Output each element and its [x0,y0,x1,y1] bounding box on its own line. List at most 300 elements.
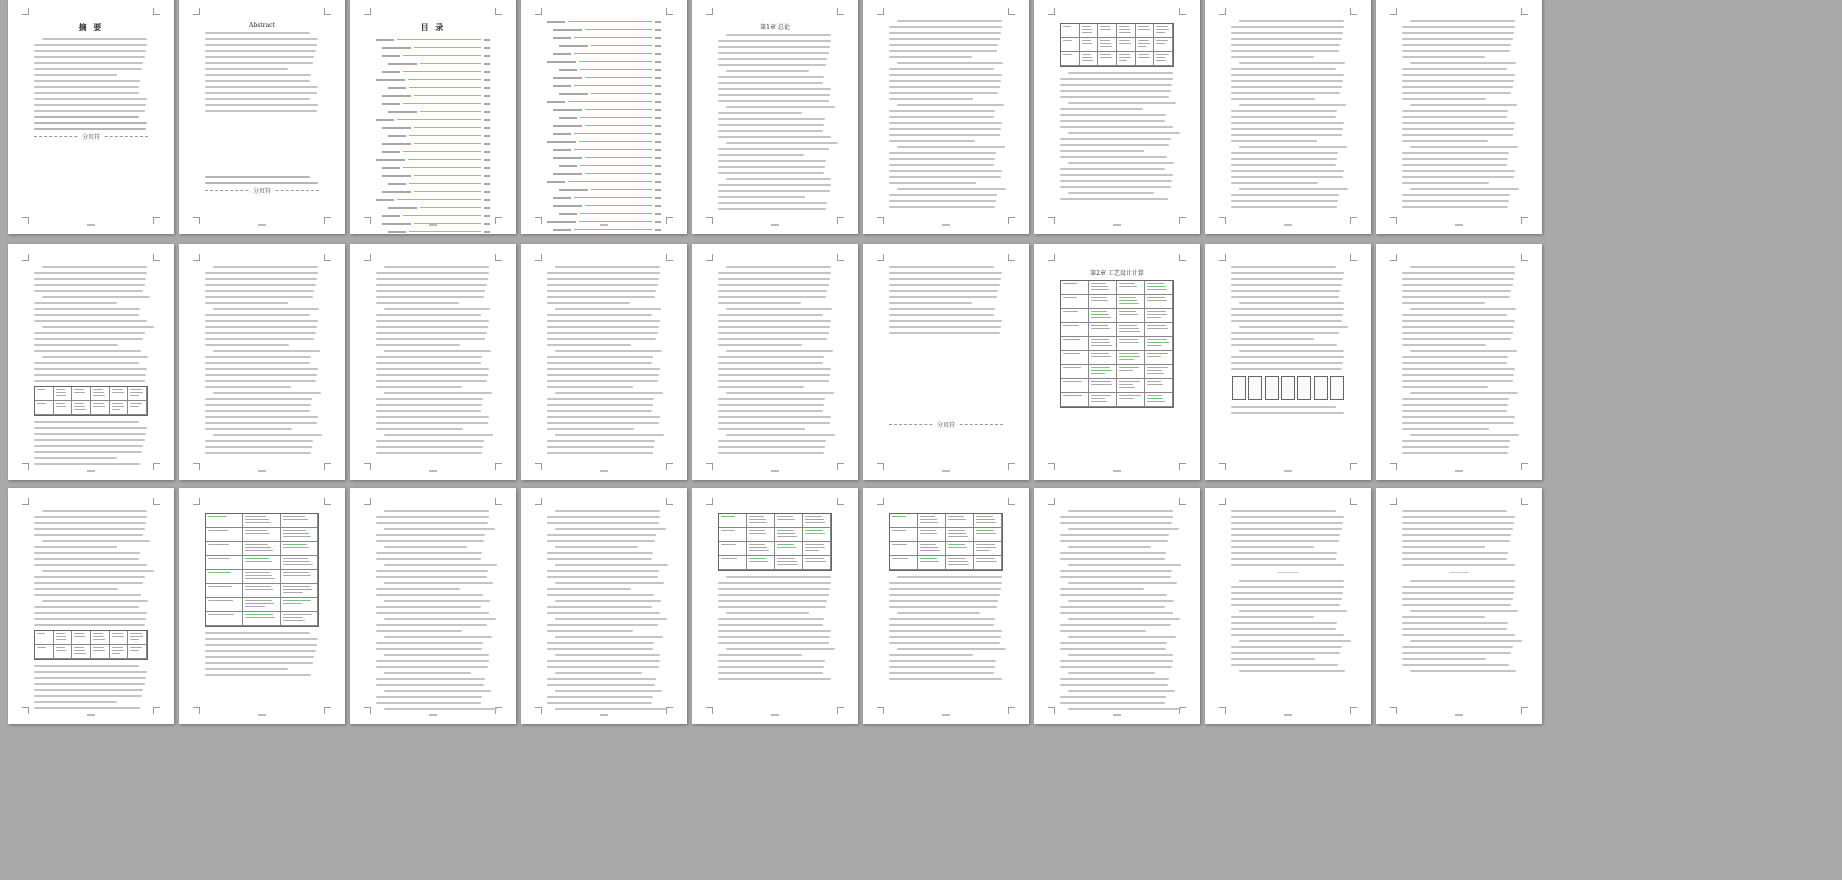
page-content [547,266,661,458]
page-thumbnail[interactable] [1034,244,1200,480]
cell-text-line [1082,26,1091,27]
cell-text-line [1138,40,1149,41]
cell-text-line [1147,314,1167,315]
table-cell [1080,38,1099,52]
text-line [205,668,288,670]
toc-entry[interactable] [547,60,661,63]
page-thumbnail[interactable] [521,244,687,480]
text-line [889,74,1002,76]
toc-entry[interactable] [547,116,661,119]
crop-mark [324,8,331,15]
text-line [1402,164,1507,166]
text-line [34,677,146,679]
page-thumbnail[interactable] [179,488,345,724]
toc-leader [414,47,481,48]
toc-entry[interactable] [376,78,490,81]
toc-entry[interactable] [376,198,490,201]
crop-mark [535,254,542,261]
toc-page-number [655,221,661,223]
table-cell [719,556,747,570]
text-line [1060,660,1173,662]
toc-entry[interactable] [547,196,661,199]
text-line [1402,646,1513,648]
table-cell [243,598,280,612]
toc-entry[interactable] [547,100,661,103]
cell-text-line [1138,54,1150,55]
text-line [34,588,118,590]
text-line [1239,610,1347,612]
page-number [1455,714,1463,716]
toc-entry[interactable] [547,84,661,87]
text-line [34,516,147,518]
cell-text-line [805,544,824,545]
page-thumbnail[interactable] [350,244,516,480]
toc-entry[interactable] [547,132,661,135]
cell-text-line [1119,303,1139,304]
page-number [258,224,266,226]
table-cell [1145,379,1173,393]
table-cell [946,528,974,542]
text-line [547,362,652,364]
text-line [1231,658,1315,660]
toc-entry[interactable] [376,94,490,97]
cell-text-line [283,586,310,587]
text-line [205,644,317,646]
toc-entry[interactable] [547,228,661,231]
toc-entry[interactable] [547,36,661,39]
cell-text-line [721,544,736,545]
table-cell [1117,365,1145,379]
table-cell [281,570,318,584]
toc-entry[interactable] [376,142,490,145]
text-line [1231,622,1337,624]
cell-text-line [245,558,269,559]
page-content [889,20,1003,212]
text-line [1231,534,1340,536]
table-cell [110,387,129,401]
toc-entry[interactable] [547,76,661,79]
cell-text-line [283,620,306,621]
cell-text-line [976,561,997,562]
cell-text-line [1100,26,1110,27]
toc-entry[interactable] [547,188,661,191]
toc-entry[interactable] [547,68,661,71]
page-title: 第1章 总论 [760,24,790,31]
toc-page-number [484,95,490,97]
text-line [1060,606,1165,608]
text-line [718,118,825,120]
toc-entry[interactable] [547,204,661,207]
text-line [1239,62,1345,64]
table-cell [974,528,1002,542]
text-line [384,266,489,268]
toc-entry[interactable] [376,182,490,185]
flow-step-box [1281,376,1295,400]
cell-text-line [1147,353,1168,354]
cell-text-line [208,586,232,587]
page-content [34,20,148,212]
toc-entry-label [376,159,405,161]
text-line [34,122,147,124]
text-line [205,656,314,658]
page-thumbnail[interactable] [521,488,687,724]
table-cell [243,514,280,528]
toc-entry[interactable] [376,174,490,177]
cell-text-line [245,516,266,517]
text-line [34,314,139,316]
crop-mark [877,463,884,470]
flow-step-box [1330,376,1344,400]
toc-entry-label [382,127,411,129]
text-line [718,100,829,102]
page-thumbnail[interactable] [350,488,516,724]
page-thumbnail[interactable] [8,0,174,234]
toc-page-number [484,183,490,185]
text-line [205,32,310,34]
page-content [1402,266,1516,458]
text-line [205,386,291,388]
crop-mark [153,463,160,470]
text-line [718,606,826,608]
text-line [1231,38,1342,40]
cell-text-line [1147,345,1162,346]
page-thumbnail[interactable] [1034,0,1200,234]
text-line [547,326,659,328]
text-line [1231,32,1343,34]
toc-page-number [655,93,661,95]
toc-leader [591,45,652,46]
toc-entry[interactable] [376,126,490,129]
toc-entry[interactable] [547,140,661,143]
cell-text-line [1147,398,1163,399]
text-line [1068,582,1177,584]
text-line [42,326,154,328]
toc-page-number [655,133,661,135]
toc-entry[interactable] [547,172,661,175]
toc-entry[interactable] [547,164,661,167]
text-line [718,440,826,442]
toc-entry[interactable] [376,110,490,113]
text-line [205,182,318,184]
text-line [1231,628,1336,630]
cell-text-line [208,614,234,615]
text-line [889,284,1000,286]
crop-mark [1390,217,1397,224]
page-thumbnail[interactable] [8,488,174,724]
page-content [1231,266,1345,458]
text-line [1402,278,1514,280]
page-thumbnail[interactable] [350,0,516,234]
text-line [718,82,823,84]
text-line [718,130,823,132]
text-line [376,332,487,334]
cell-text-line [1063,353,1080,354]
page-content [547,510,661,702]
text-line [718,344,802,346]
toc-entry[interactable] [547,180,661,183]
page-thumbnail[interactable] [179,244,345,480]
table-cell [974,556,1002,570]
toc-leader [580,69,652,70]
text-line [1239,146,1347,148]
cell-text-line [93,395,105,396]
text-line [34,457,117,459]
text-line [376,452,482,454]
text-line [1060,642,1167,644]
page-thumbnail[interactable] [1205,244,1371,480]
page-thumbnail[interactable] [1034,488,1200,724]
toc-page-number [655,61,661,63]
text-line [34,665,139,667]
text-line [1402,116,1507,118]
crop-mark [1521,254,1528,261]
crop-mark [193,8,200,15]
toc-entry[interactable] [547,156,661,159]
text-line [1231,564,1344,566]
toc-leader [414,143,481,144]
text-line [34,350,141,352]
page-thumbnail[interactable] [1376,0,1542,234]
text-line [1402,344,1486,346]
text-line [1060,126,1173,128]
text-line [1402,604,1511,606]
toc-entry[interactable] [547,92,661,95]
toc-entry[interactable] [547,148,661,151]
text-line [889,672,994,674]
page-thumbnail[interactable] [1376,244,1542,480]
text-line [1231,134,1342,136]
page-thumbnail[interactable] [521,0,687,234]
cell-text-line [245,519,268,520]
table-cell [890,542,918,556]
table-cell [974,542,1002,556]
text-line [547,338,656,340]
cell-text-line [1119,32,1131,33]
toc-entry[interactable] [376,86,490,89]
text-line [1231,74,1344,76]
text-line [1402,170,1515,172]
toc-leader [403,103,481,104]
text-line [1402,122,1515,124]
text-line [718,410,823,412]
table [1060,280,1174,408]
crop-mark [706,463,713,470]
cell-text-line [1119,283,1135,284]
cell-text-line [245,561,271,562]
page-thumbnail[interactable] [1205,488,1371,724]
text-line [1402,314,1507,316]
page-thumbnail[interactable] [692,0,858,234]
cell-text-line [283,572,310,573]
crop-mark [364,254,371,261]
text-line [1231,284,1342,286]
crop-mark [324,498,331,505]
text-line [1402,326,1514,328]
toc-entry[interactable] [547,52,661,55]
page-thumbnail[interactable] [863,0,1029,234]
cell-text-line [74,403,84,404]
text-line [42,356,148,358]
cell-text-line [1119,314,1138,315]
page-thumbnail[interactable] [1376,488,1542,724]
cell-text-line [283,600,311,601]
cell-text-line [93,406,105,407]
text-line [1402,362,1507,364]
text-line [1231,80,1343,82]
crop-mark [1008,254,1015,261]
text-line [1060,576,1171,578]
toc-entry[interactable] [376,118,490,121]
text-line [726,142,838,144]
table-cell [54,401,73,415]
toc-entry[interactable] [376,158,490,161]
text-line [1402,44,1511,46]
text-line [726,178,831,180]
text-line [34,439,145,441]
text-line [1231,176,1343,178]
text-line [1231,510,1336,512]
text-line [1060,558,1165,560]
toc-entry-label [553,85,571,87]
text-line [547,630,633,632]
cell-text-line [805,519,824,520]
table-cell [281,612,318,626]
text-line [718,660,825,662]
toc-entry[interactable] [376,134,490,137]
page-title: Abstract [249,22,275,29]
page-content [376,20,490,212]
page-thumbnail[interactable] [179,0,345,234]
toc-entry[interactable] [376,70,490,73]
toc-entry-label [553,77,582,79]
toc-entry[interactable] [547,20,661,23]
toc-entry[interactable] [547,220,661,223]
table-cell [128,387,147,401]
text-line [1402,290,1511,292]
toc-leader [414,127,481,128]
text-line [384,308,490,310]
toc-leader [585,125,652,126]
text-line [555,600,661,602]
toc-leader [574,133,652,134]
cell-text-line [805,530,823,531]
page-number [771,224,779,226]
table-cell [1136,52,1155,66]
text-line [547,380,658,382]
toc-entry[interactable] [376,166,490,169]
text-line [34,110,145,112]
text-line [1060,684,1168,686]
text-line [376,624,487,626]
toc-entry[interactable] [376,206,490,209]
text-line [1402,516,1515,518]
text-line [1231,68,1336,70]
toc-entry[interactable] [547,108,661,111]
toc-entry[interactable] [376,46,490,49]
table-cell [54,645,73,659]
page-thumbnail[interactable] [863,488,1029,724]
page-thumbnail[interactable] [692,244,858,480]
text-line [42,38,147,40]
cell-text-line [777,530,794,531]
table [34,630,148,660]
toc-entry[interactable] [376,214,490,217]
toc-entry[interactable] [376,150,490,153]
text-line [205,398,312,400]
crop-mark [706,498,713,505]
text-line [1239,104,1346,106]
text-line [718,636,830,638]
toc-leader [568,181,652,182]
toc-entry[interactable] [376,102,490,105]
toc-entry-label [559,69,577,71]
toc-entry[interactable] [376,62,490,65]
text-line [1402,92,1511,94]
cell-text-line [749,544,765,545]
table-cell [1061,295,1089,309]
toc-page-number [655,101,661,103]
crop-mark [1350,217,1357,224]
text-line [718,594,829,596]
cell-text-line [56,647,65,648]
toc-entry[interactable] [376,54,490,57]
page-thumbnail[interactable] [8,244,174,480]
toc-entry[interactable] [547,28,661,31]
toc-page-number [655,37,661,39]
text-line [34,50,146,52]
toc-entry-label [553,229,571,231]
cell-text-line [976,533,996,534]
cell-text-line [245,544,268,545]
page-thumbnail[interactable] [1205,0,1371,234]
toc-entry[interactable] [376,190,490,193]
table-cell [946,542,974,556]
text-line [1410,640,1522,642]
text-line [889,582,1002,584]
text-line [718,278,830,280]
table-cell [1117,323,1145,337]
text-line [547,642,654,644]
toc-entry[interactable] [376,38,490,41]
cell-text-line [112,636,124,637]
cell-text-line [56,639,67,640]
page-thumbnail[interactable] [863,244,1029,480]
cell-text-line [283,519,308,520]
page-thumbnail[interactable] [692,488,858,724]
toc-entry[interactable] [547,124,661,127]
text-line [34,445,143,447]
text-line [1402,368,1515,370]
toc-leader [408,159,481,160]
cell-text-line [208,558,230,559]
text-line [889,624,994,626]
cell-text-line [283,536,311,537]
text-line [1231,320,1342,322]
toc-leader [403,167,481,168]
crop-mark [837,498,844,505]
text-line [1060,612,1173,614]
toc-entry[interactable] [547,212,661,215]
text-line [376,588,460,590]
text-line [555,564,668,566]
text-line [1231,598,1342,600]
toc-entry[interactable] [547,44,661,47]
toc-entry[interactable] [376,230,490,233]
table-cell [1061,24,1080,38]
cell-text-line [777,561,797,562]
text-line [547,284,658,286]
cell-text-line [1091,384,1112,385]
